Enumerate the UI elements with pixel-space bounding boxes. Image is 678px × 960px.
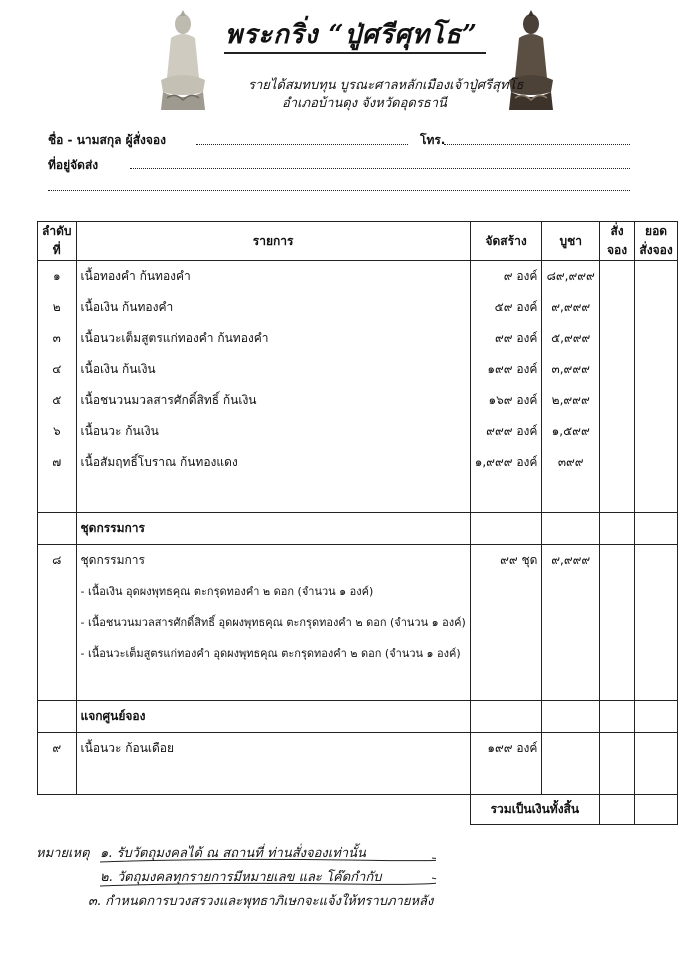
set-section-row	[38, 513, 678, 545]
header-no: ลำดับที่	[38, 222, 77, 261]
total-row	[38, 795, 678, 825]
distribution-item-price	[546, 733, 595, 764]
distribution-order-total-cell[interactable]	[635, 733, 678, 795]
distribution-item-qty: ๑๙๙ องค์	[487, 741, 538, 755]
set-order-total-cell[interactable]	[635, 545, 678, 701]
item-qty: ๑๙๙ องค์	[487, 362, 538, 376]
address-label: ที่อยู่จัดส่ง	[48, 158, 99, 172]
order-table	[37, 221, 678, 825]
subtitle-line-2: อำเภอบ้านดุง จังหวัดอุดรธานี	[282, 96, 447, 111]
item-qty: ๙๙ องค์	[494, 331, 538, 345]
item-no: ๔	[52, 362, 62, 376]
item-price: ๕,๙๙๙	[551, 331, 591, 345]
set-order-cell[interactable]	[599, 545, 634, 701]
item-name: เนื้อทองคำ ก้นทองคำ	[80, 269, 191, 283]
phone-label: โทร.	[420, 133, 446, 147]
set-item-line: - เนื้อชนวนมวลสารศักดิ์สิทธิ์ อุดผงพุทธคุณ ตะกรุดทองคำ ๒ ดอก (จำนวน ๑ องค์)	[80, 616, 466, 629]
item-name: เนื้อเงิน ก้นเงิน	[80, 362, 156, 376]
header-price: บูชา	[542, 222, 600, 261]
item-qty: ๙๙๙ องค์	[486, 424, 538, 438]
distribution-order-cell[interactable]	[599, 733, 634, 795]
total-label: รวมเป็นเงินทั้งสิ้น	[470, 795, 599, 825]
item-prices	[542, 261, 600, 513]
distribution-item-row	[38, 733, 678, 795]
distribution-item-no: ๙	[52, 741, 62, 755]
item-no: ๖	[52, 424, 61, 438]
notes-label: หมายเหตุ	[36, 846, 90, 861]
set-item-price: ๙,๙๙๙	[551, 553, 591, 567]
header-item: รายการ	[76, 222, 470, 261]
set-item-qty: ๙๙ ชุด	[500, 553, 538, 567]
header-qty: จัดสร้าง	[470, 222, 542, 261]
note-item: ๓. กำหนดการบวงสรวงและพุทธาภิเษกจะแจ้งให้ทราบภายหลัง	[88, 894, 434, 909]
item-price: ๙,๙๙๙	[551, 300, 591, 314]
item-names	[76, 261, 470, 513]
set-section-title: ชุดกรรมการ	[76, 513, 470, 545]
item-price: ๒,๙๙๙	[551, 393, 590, 407]
subtitle-line-1: รายได้สมทบทุน บูรณะศาลหลักเมืองเจ้าปู่ศรีสุทโธ	[248, 78, 524, 93]
table-header-row	[38, 222, 678, 261]
item-no: ๕	[52, 393, 62, 407]
order-total-cell[interactable]	[635, 261, 678, 513]
item-price: ๘๙,๙๙๙	[546, 269, 595, 283]
set-item-line: - เนื้อเงิน อุดผงพุทธคุณ ตะกรุดทองคำ ๒ ดอก (จำนวน ๑ องค์)	[80, 585, 374, 598]
set-item-row	[38, 545, 678, 701]
distribution-item-name: เนื้อนวะ ก้อนเดือย	[80, 741, 175, 755]
item-qty: ๙ องค์	[503, 269, 538, 283]
item-qtys	[470, 261, 542, 513]
item-price: ๓๙๙	[557, 455, 584, 469]
buddha-statue-image-left	[157, 8, 209, 112]
item-name: เนื้อชนวนมวลสารศักดิ์สิทธิ์ ก้นเงิน	[80, 393, 257, 407]
item-name: เนื้อนวะ ก้นเงิน	[80, 424, 159, 438]
phone-input-line[interactable]	[444, 144, 630, 145]
item-no: ๒	[52, 300, 61, 314]
item-name: เนื้อนวะเต็มสูตรแก่ทองคำ ก้นทองคำ	[80, 331, 269, 345]
header-order: สั่งจอง	[599, 222, 634, 261]
note-item: ๑. รับวัตถุมงคลได้ ณ สถานที่ ท่านสั่งจองเท่านั้น	[100, 846, 366, 861]
set-item-name: ชุดกรรมการ	[80, 553, 145, 567]
item-no: ๗	[52, 455, 62, 469]
note-item: ๒. วัตถุมงคลทุกรายการมีหมายเลข และ โค๊ดกำกับ	[100, 870, 382, 885]
distribution-section-title: แจกศูนย์จอง	[76, 701, 470, 733]
name-label: ชื่อ - นามสกุล ผู้สั่งจอง	[48, 133, 166, 147]
item-name: เนื้อเงิน ก้นทองคำ	[80, 300, 174, 314]
item-price: ๑,๕๙๙	[551, 424, 590, 438]
grand-total-order-cell[interactable]	[599, 795, 634, 825]
name-input-line[interactable]	[196, 144, 408, 145]
item-qty: ๑,๙๙๙ องค์	[474, 455, 538, 469]
address-input-line-1[interactable]	[130, 168, 630, 169]
item-no: ๓	[52, 331, 61, 345]
item-price: ๓,๙๙๙	[551, 362, 590, 376]
address-input-line-2[interactable]	[48, 190, 630, 191]
buddha-statue-image-right	[505, 8, 557, 112]
page-title: พระกริ่ง “ปู่ศรีศุทโธ”	[225, 20, 478, 50]
item-name: เนื้อสัมฤทธิ์โบราณ ก้นทองแดง	[80, 455, 238, 469]
handwritten-underline	[96, 856, 436, 900]
item-numbers	[38, 261, 77, 513]
set-item-no: ๘	[52, 553, 62, 567]
order-cell[interactable]	[599, 261, 634, 513]
grand-total-cell[interactable]	[635, 795, 678, 825]
set-item-line: - เนื้อนวะเต็มสูตรแก่ทองคำ อุดผงพุทธคุณ ตะกรุดทองคำ ๒ ดอก (จำนวน ๑ องค์)	[80, 647, 461, 660]
item-qty: ๑๖๙ องค์	[488, 393, 538, 407]
item-no: ๑	[52, 269, 61, 283]
title-underline	[224, 52, 486, 54]
header-order-total: ยอดสั่งจอง	[635, 222, 678, 261]
items-block	[38, 261, 678, 513]
distribution-section-row	[38, 701, 678, 733]
item-qty: ๕๙ องค์	[494, 300, 538, 314]
